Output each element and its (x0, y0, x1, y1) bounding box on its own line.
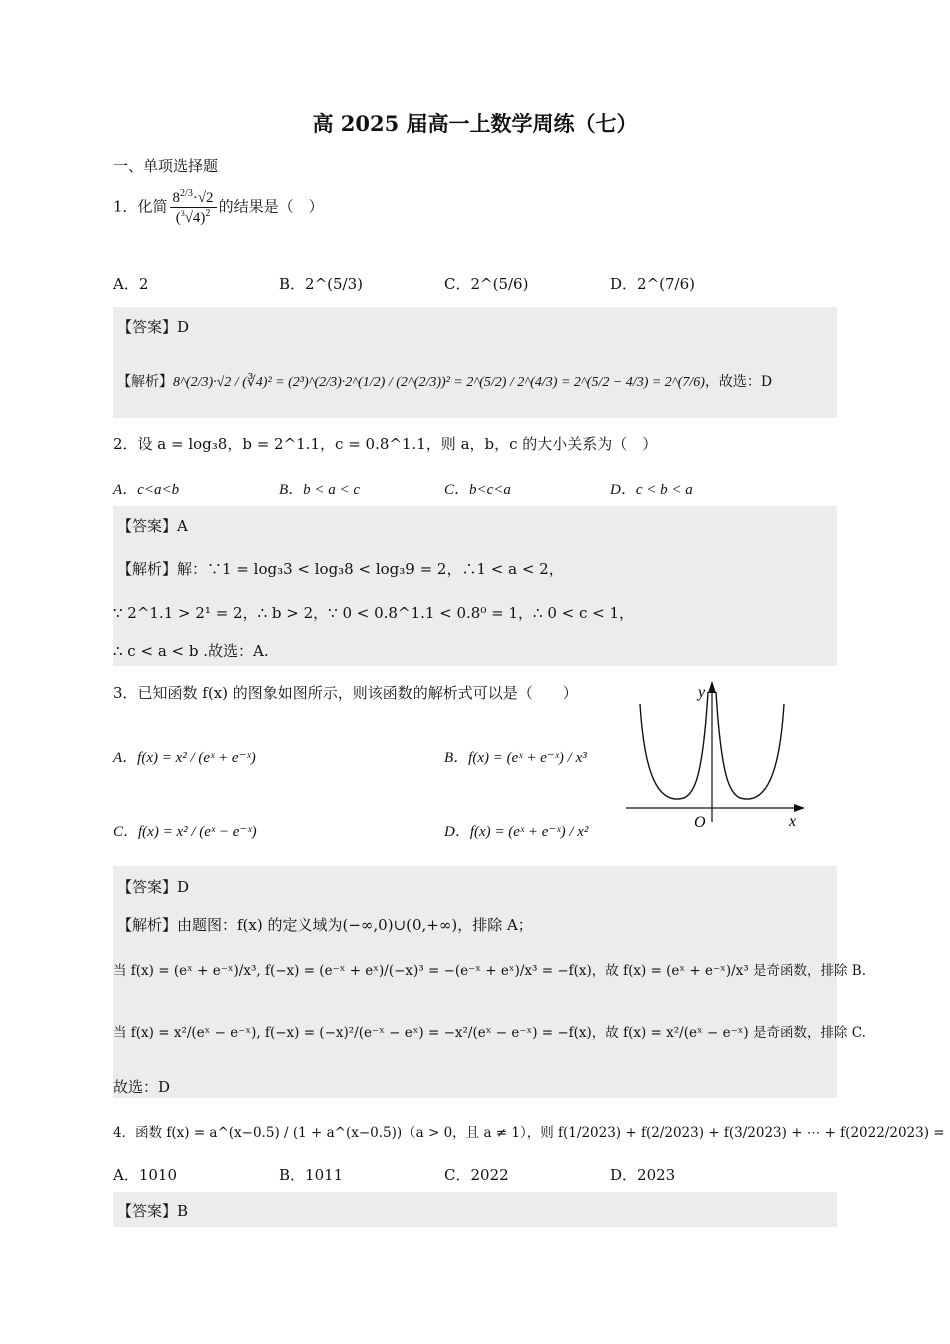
question-3-solution-line-3: 当 f(x) = x²/(eˣ − e⁻ˣ), f(−x) = (−x)²/(e⁻ˣ − eˣ) = −x²/(eˣ − e⁻ˣ) = −f(x)，故 f(x) = x²/(eˣ − e⁻ˣ) 是奇函数，排除 C. (113, 1025, 866, 1041)
question-1-option-d: D．2^(7/6) (610, 275, 695, 293)
y-axis-arrow (708, 681, 716, 693)
question-3-answer: 【答案】D (117, 878, 190, 896)
question-4-stem: 4．函数 f(x) = a^(x−0.5) / (1 + a^(x−0.5))（a > 0，且 a ≠ 1），则 f(1/2023) + f(2/2023) + f(3/2023) + ⋯ + f(2022/2023) = (113, 1125, 945, 1141)
question-2-answer: 【答案】A (117, 517, 188, 535)
question-1-answer: 【答案】D (117, 318, 190, 336)
question-3-option-a: A．f(x) = x² / (eˣ + e⁻ˣ) (113, 750, 256, 766)
question-1-option-c: C．2^(5/6) (444, 275, 529, 293)
question-3-option-d: D．f(x) = (eˣ + e⁻ˣ) / x² (444, 824, 589, 840)
left-branch-curve (640, 692, 708, 799)
question-1-answer-box (113, 307, 837, 418)
y-axis-label: y (698, 684, 706, 701)
question-2-solution-line-2: ∵ 2^1.1 > 2¹ = 2，∴ b > 2，∵ 0 < 0.8^1.1 < 0.8⁰ = 1，∴ 0 < c < 1， (113, 604, 635, 622)
question-1-stem: 1．化简 $\frac{8^{2/3}\cdot√2}{(^3√4)^2}$ 的结果是（ ） (113, 188, 324, 226)
question-3-solution-line-1: 【解析】由题图：f(x) 的定义域为(−∞,0)∪(0,+∞)，排除 A； (117, 916, 533, 934)
question-4-option-b: B．1011 (279, 1166, 344, 1184)
question-4-answer-box (113, 1192, 837, 1227)
question-2-option-d: D．c < b < a (610, 482, 693, 498)
question-3-solution-line-4: 故选：D (113, 1078, 171, 1096)
question-4-answer: 【答案】B (117, 1202, 189, 1220)
question-2-solution-line-3: ∴ c < a < b .故选：A. (113, 642, 269, 660)
right-branch-curve (716, 692, 784, 799)
question-2-option-b: B．b < a < c (279, 482, 361, 498)
question-3-stem: 3．已知函数 f(x) 的图象如图所示，则该函数的解析式可以是（ ） (113, 684, 578, 702)
x-axis-arrow (794, 804, 805, 812)
x-axis-label: x (789, 813, 797, 830)
section-heading: 一、单项选择题 (113, 157, 219, 175)
question-3-option-b: B．f(x) = (eˣ + e⁻ˣ) / x³ (444, 750, 587, 766)
question-4-option-d: D．2023 (610, 1166, 676, 1184)
question-2-solution-line-1: 【解析】解：∵1 = log₃3 < log₃8 < log₃9 = 2，∴1 < a < 2， (117, 560, 564, 578)
question-3-option-c: C．f(x) = x² / (eˣ − e⁻ˣ) (113, 824, 257, 840)
page-title: 高 2025 届高一上数学周练（七） (312, 111, 638, 136)
question-4-option-c: C．2022 (444, 1166, 509, 1184)
question-1-option-b: B．2^(5/3) (279, 275, 363, 293)
question-1-solution: 【解析】8^(2/3)·√2 / (∛4)² = (2³)^(2/3)·2^(1/2) / (2^(2/3))² = 2^(5/2) / 2^(4/3) = 2^(5/2 − 4/3) = 2^(7/6)，故选：D (117, 374, 773, 390)
question-3-solution-line-2: 当 f(x) = (eˣ + e⁻ˣ)/x³, f(−x) = (e⁻ˣ + eˣ)/(−x)³ = −(e⁻ˣ + eˣ)/x³ = −f(x)，故 f(x) = (eˣ + e⁻ˣ)/x³ 是奇函数，排除 B. (113, 963, 866, 979)
question-4-option-a: A．1010 (113, 1166, 178, 1184)
question-2-stem: 2．设 a = log₃8，b = 2^1.1，c = 0.8^1.1，则 a，b，c 的大小关系为（ ） (113, 435, 658, 453)
question-1-option-a: A．2 (113, 275, 149, 293)
question-2-option-c: C．b<c<a (444, 482, 511, 498)
question-3-answer-box (113, 866, 837, 1098)
function-graph (620, 672, 820, 832)
question-2-option-a: A．c<a<b (113, 482, 180, 498)
origin-label: O (694, 814, 706, 831)
